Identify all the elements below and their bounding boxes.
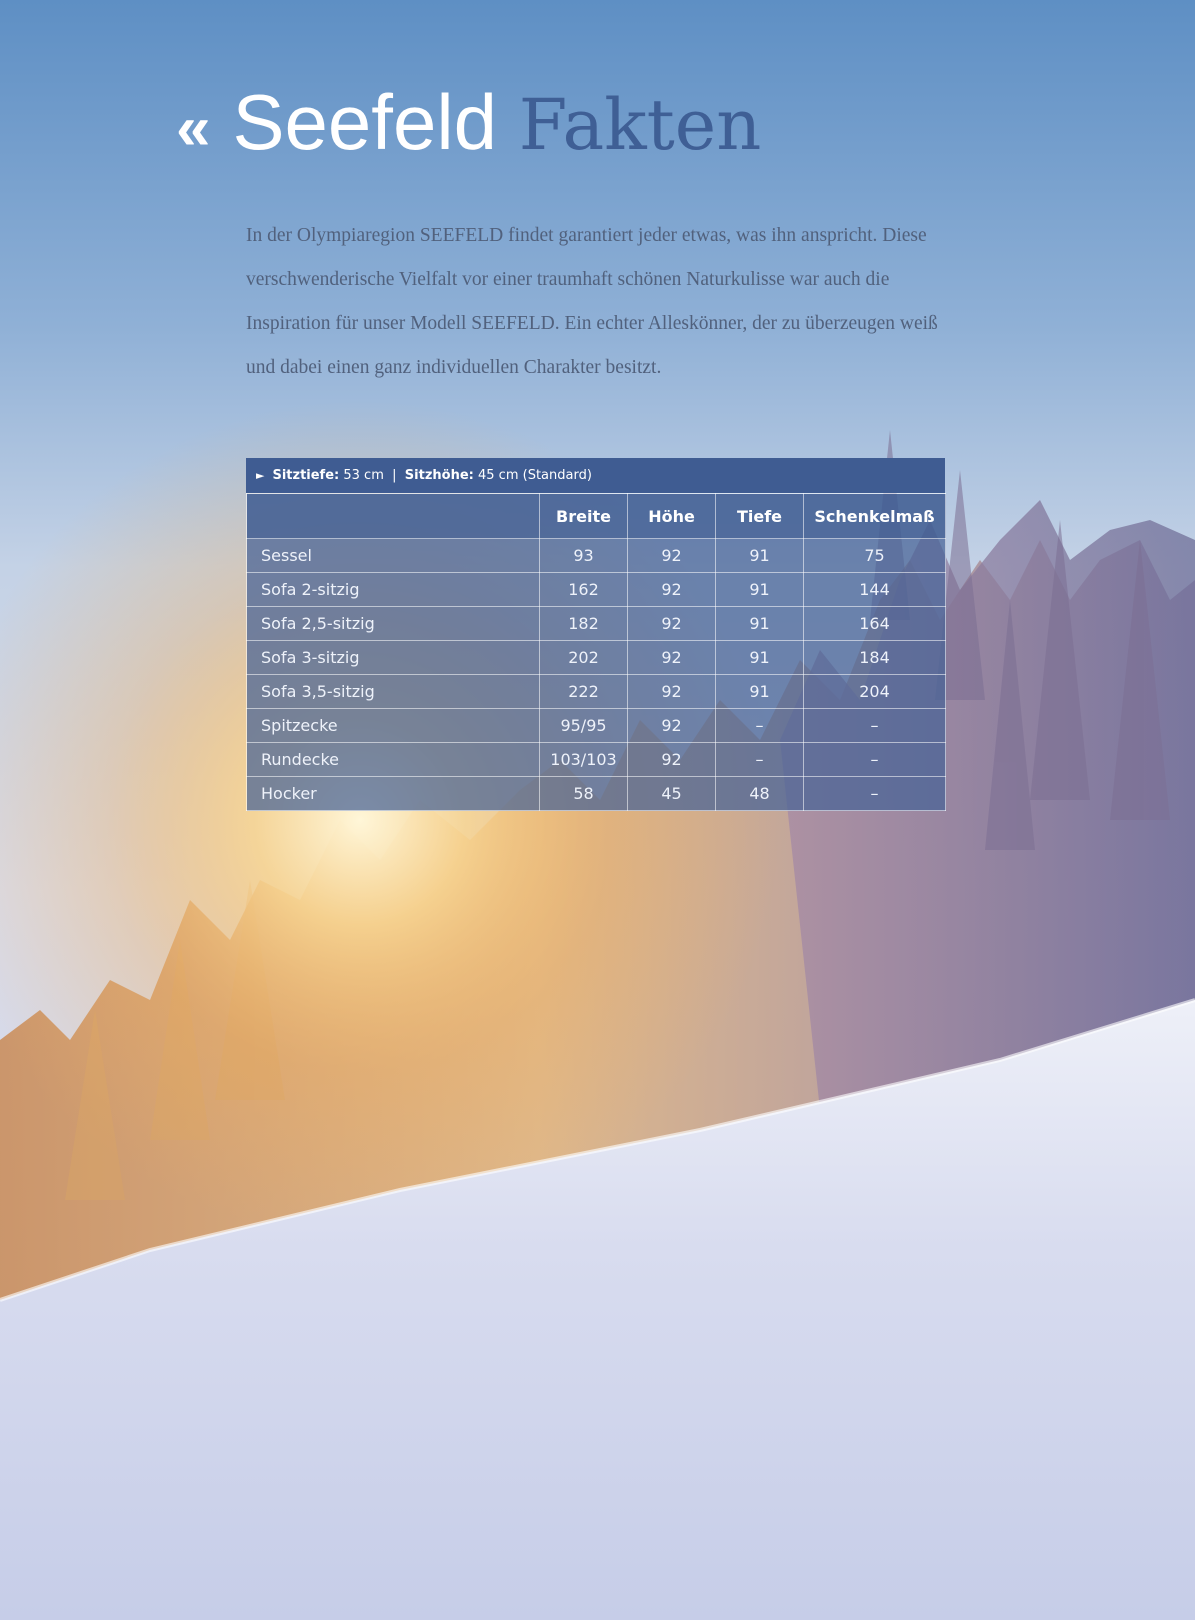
cell-tiefe: 91 [716,607,804,641]
cell-schenkelmass: 204 [804,675,946,709]
table-row [247,709,946,743]
seat-height-value: 45 cm (Standard) [478,468,592,483]
cell-hoehe: 92 [628,675,716,709]
column-header-tiefe: Tiefe [716,494,804,539]
separator: | [392,468,397,483]
row-label: Sofa 3-sitzig [247,641,540,675]
cell-schenkelmass: – [804,743,946,777]
cell-tiefe: 91 [716,573,804,607]
seat-depth-value: 53 cm [343,468,384,483]
cell-tiefe: 91 [716,539,804,573]
row-label: Hocker [247,777,540,811]
page-title [176,72,761,179]
cell-breite: 222 [540,675,628,709]
intro-paragraph: In der Olympiaregion SEEFELD findet garantiert jeder etwas, was ihn anspricht. Diese verschwenderische Vielfalt vor einer traumhaft schönen Naturkulisse war auch die Inspiration für unser Modell SEEFELD. Ein echter Alleskönner, der zu überzeugen weiß und dabei einen ganz individuellen Charakter besitzt. [246,225,938,378]
row-label: Sofa 2-sitzig [247,573,540,607]
column-header-hoehe: Höhe [628,494,716,539]
table-row [247,777,946,811]
cell-breite: 103/103 [540,743,628,777]
cell-hoehe: 92 [628,641,716,675]
table-subheader [246,458,945,493]
cell-hoehe: 45 [628,777,716,811]
row-label: Sofa 2,5-sitzig [247,607,540,641]
row-label: Rundecke [247,743,540,777]
cell-schenkelmass: – [804,777,946,811]
cell-tiefe: – [716,709,804,743]
seat-height-label: Sitzhöhe: [404,468,474,483]
cell-breite: 202 [540,641,628,675]
cell-schenkelmass: 164 [804,607,946,641]
row-label: Sessel [247,539,540,573]
table-row [247,743,946,777]
cell-breite: 182 [540,607,628,641]
column-header-empty [247,494,540,539]
cell-tiefe: 91 [716,675,804,709]
table-row [247,573,946,607]
table-row [247,641,946,675]
column-header-schenkelmass: Schenkelmaß [804,494,946,539]
cell-hoehe: 92 [628,743,716,777]
back-quote-icon: « [176,94,211,163]
arrow-right-icon: ► [256,469,265,482]
table-row [247,675,946,709]
row-label: Sofa 3,5-sitzig [247,675,540,709]
cell-hoehe: 92 [628,607,716,641]
cell-breite: 162 [540,573,628,607]
cell-breite: 58 [540,777,628,811]
cell-schenkelmass: 144 [804,573,946,607]
title-secondary: Fakten [518,84,762,166]
cell-schenkelmass: – [804,709,946,743]
cell-hoehe: 92 [628,573,716,607]
row-label: Spitzecke [247,709,540,743]
seat-depth-label: Sitztiefe: [272,468,340,483]
cell-schenkelmass: 184 [804,641,946,675]
title-primary: Seefeld [232,78,498,166]
table-row [247,607,946,641]
cell-breite: 93 [540,539,628,573]
cell-breite: 95/95 [540,709,628,743]
cell-schenkelmass: 75 [804,539,946,573]
table-row [247,539,946,573]
table-header-row [247,494,946,539]
cell-hoehe: 92 [628,709,716,743]
cell-tiefe: – [716,743,804,777]
column-header-breite: Breite [540,494,628,539]
cell-tiefe: 91 [716,641,804,675]
cell-tiefe: 48 [716,777,804,811]
dimensions-grid [246,493,946,811]
cell-hoehe: 92 [628,539,716,573]
dimensions-table [246,458,945,811]
